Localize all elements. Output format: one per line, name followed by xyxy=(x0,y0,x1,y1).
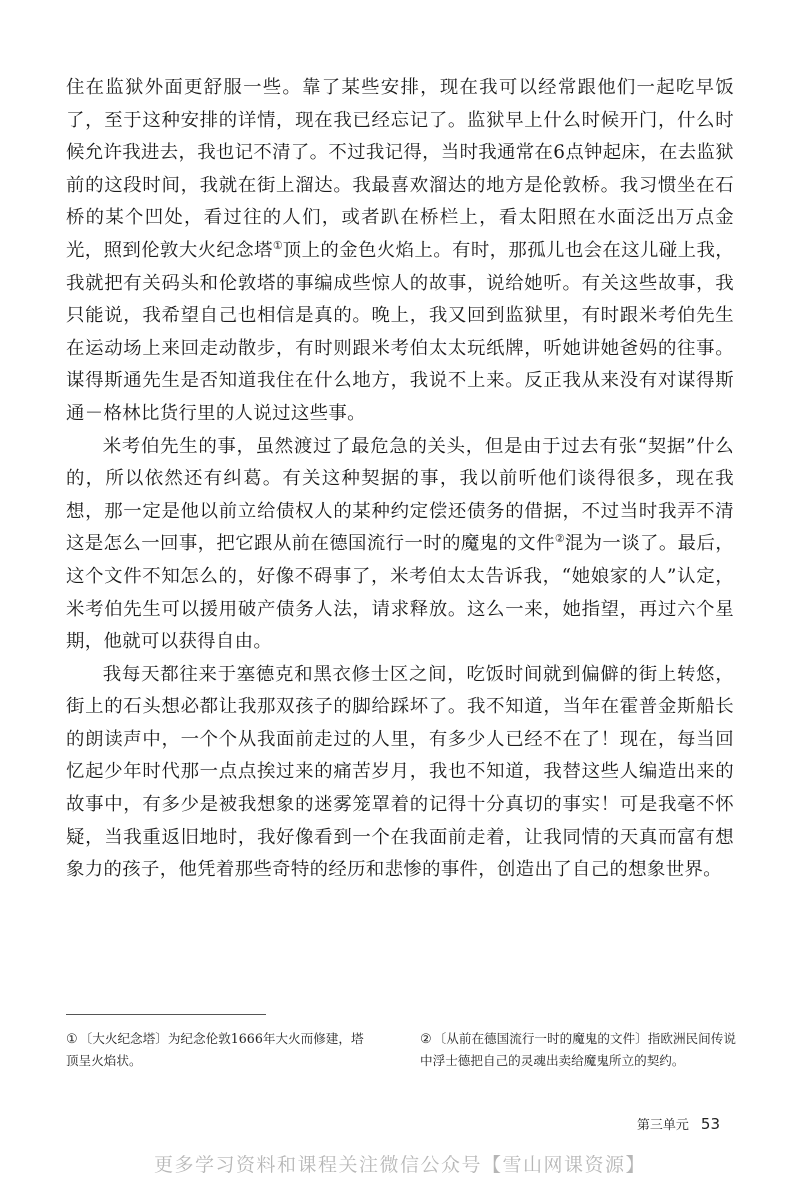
unit-label: 第三单元 xyxy=(636,1118,689,1133)
footnote-1 xyxy=(66,1028,371,1071)
footnote-ref-2: ② xyxy=(554,532,565,546)
footnote-divider xyxy=(66,1014,266,1015)
paragraph-1-text-b: 顶上的金色火焰上。有时，那孤儿也会在这儿碰上我，我就把有关码头和伦敦塔的事编成些惊人的故事，说给她听。有关这些故事，我只能说，我希望自己也相信是真的。晚上，我又回到监狱里，有时跟米考伯先生在运动场上来回走动散步，有时则跟米考伯太太玩纸牌，听她讲她爸妈的往事。谋得斯通先生是否知道我住在什么地方，我说不上来。反正我从来没有对谋得斯通－格林比货行里的人说过这些事。 xyxy=(66,239,734,424)
footnote-2 xyxy=(420,1028,740,1071)
footnote-1-mark: ① xyxy=(66,1032,78,1047)
paragraph-3-text: 我每天都往来于塞德克和黑衣修士区之间，吃饭时间就到偏僻的街上转悠，街上的石头想必都让我那双孩子的脚给踩坏了。我不知道，当年在霍普金斯船长的朗读声中，一个个从我面前走过的人里，有多少人已经不在了！现在，每当回忆起少年时代那一点点挨过来的痛苦岁月，我也不知道，我替这些人编造出来的故事中，有多少是被我想象的迷雾笼罩着的记得十分真切的事实！可是我毫不怀疑，当我重返旧地时，我好像看到一个在我面前走着，让我同情的天真而富有想象力的孩子，他凭着那些奇特的经历和悲惨的事件，创造出了自己的想象世界。 xyxy=(66,663,734,881)
paragraph-1-text-a: 住在监狱外面更舒服一些。靠了某些安排，现在我可以经常跟他们一起吃早饭了，至于这种安排的详情，现在我已经忘记了。监狱早上什么时候开门，什么时候允许我进去，我也记不清了。不过我记得，当时我通常在6点钟起床，在去监狱前的这段时间，我就在街上溜达。我最喜欢溜达的地方是伦敦桥。我习惯坐在石桥的某个凹处，看过往的人们，或者趴在桥栏上，看太阳照在水面泛出万点金光，照到伦敦大火纪念塔 xyxy=(66,77,734,261)
page-number: 53 xyxy=(700,1115,720,1133)
footnote-2-text: 〔从前在德国流行一时的魔鬼的文件〕指欧洲民间传说中浮士德把自己的灵魂出卖给魔鬼所立的契约。 xyxy=(420,1031,736,1068)
paragraph-3 xyxy=(66,659,734,887)
watermark: 更多学习资料和课程关注微信公众号【雪山网课资源】 xyxy=(153,1154,646,1176)
page-footer xyxy=(637,1114,720,1133)
footnote-ref-1: ① xyxy=(272,238,283,252)
footnote-1-text: 〔大火纪念塔〕为纪念伦敦1666年大火而修建，塔顶呈火焰状。 xyxy=(66,1031,364,1068)
body-text xyxy=(66,72,734,887)
paragraph-2 xyxy=(66,431,734,659)
footnote-2-mark: ② xyxy=(420,1032,432,1047)
paragraph-2-text-b: 混为一谈了。最后，这个文件不知怎么的，好像不碍事了，米考伯太太告诉我，“她娘家的人”认定，米考伯先生可以援用破产债务人法，请求释放。这么一来，她指望，再过六个星期，他就可以获得自由。 xyxy=(66,533,734,653)
paragraph-1 xyxy=(66,72,734,431)
paragraph-2-text-a: 米考伯先生的事，虽然渡过了最危急的关头，但是由于过去有张“契据”什么的，所以依然还有纠葛。有关这种契据的事，我以前听他们谈得很多，现在我想，那一定是他以前立给债权人的某种约定偿还债务的借据，不过当时我弄不清这是怎么一回事，把它跟从前在德国流行一时的魔鬼的文件 xyxy=(66,435,734,555)
